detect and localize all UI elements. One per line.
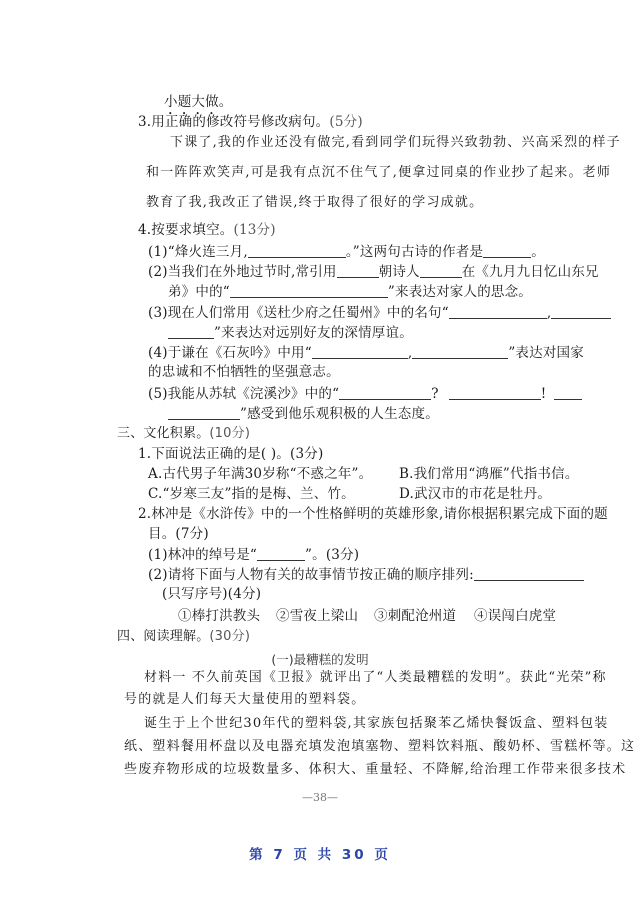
s3-q2-1-nickname-blank[interactable] <box>257 548 305 561</box>
q4-5-blank-1[interactable] <box>339 387 431 400</box>
story-option-4: ④误闯白虎堂 <box>474 608 557 624</box>
passage-para-2-line-3: 些废弃物形成的垃圾数量多、体积大、重量轻、不降解,给治理工作带来很多技术 <box>124 762 627 777</box>
q4-2-line-blank[interactable] <box>230 285 388 298</box>
footer-page-indicator: 第 7 页 共 30 页 <box>249 847 391 863</box>
q3-story-line-2: 和一阵阵欢笑声,可是我有点沉不住气了,便拿过同桌的作业抄了起来。老师 <box>146 165 612 180</box>
q4-5-blank-3a[interactable] <box>554 387 582 400</box>
q4-4-blank-1[interactable] <box>312 346 408 359</box>
q4-5-text-b: ? <box>431 386 439 402</box>
q4-score: (13分) <box>233 222 276 238</box>
story-option-2: ②雪夜上梁山 <box>276 608 359 624</box>
q4-heading-text: 4.按要求填空。 <box>138 222 234 238</box>
q4-5-blank-2[interactable] <box>449 387 541 400</box>
passage-title: (一)最糟糕的发明 <box>271 652 369 667</box>
s3-q1: 1.下面说法正确的是( )。(3分) <box>138 446 324 462</box>
story-option-1: ①棒打洪教头 <box>178 608 261 624</box>
q4-item-2-line-2 <box>168 285 532 300</box>
q4-1-author-blank[interactable] <box>483 245 531 258</box>
s3-q2-1 <box>148 548 359 563</box>
q4-2-text-c: 在《九月九日忆山东兄 <box>461 264 599 280</box>
s3-q2-2-order-blank[interactable] <box>474 568 584 581</box>
s3-q2-line-1: 2.林冲是《水浒传》中的一个性格鲜明的英雄形象,请你根据积累完成下面的题 <box>138 506 608 522</box>
section-3-heading <box>117 427 250 440</box>
s3-q2-1-text-b: ”。(3分) <box>305 547 360 563</box>
s3-q1-option-d[interactable]: D.武汉市的市花是牡丹。 <box>399 486 552 502</box>
section-4-score: (30分) <box>209 629 251 644</box>
q4-item-4-line-2: 的忠诚和不怕牺牲的坚强意志。 <box>148 364 340 380</box>
q4-3-text-c: ”来表达对远别好友的深情厚谊。 <box>214 325 413 341</box>
q4-5-text-c: ! <box>540 386 547 402</box>
book-page-number: —38— <box>302 791 338 804</box>
q4-2-text-d: 弟》中的“ <box>168 284 230 300</box>
q4-2-text-b: 朝诗人 <box>378 264 420 280</box>
s3-q1-option-b[interactable]: B.我们常用“鸿雁”代指书信。 <box>399 466 579 482</box>
q4-4-text-b: , <box>407 345 413 361</box>
passage-para-1-line-2: 号的就是人们每天大量使用的塑料袋。 <box>124 692 366 707</box>
q3-heading-text: 3.用正确的修改符号修改病句。 <box>138 114 330 130</box>
q4-3-blank-2a[interactable] <box>551 306 611 319</box>
s3-q2-1-text-a: (1)林冲的绰号是“ <box>148 547 258 563</box>
q4-2-poet-blank[interactable] <box>420 265 462 278</box>
q4-3-text-a: (3)现在人们常用《送杜少府之任蜀州》中的名句“ <box>148 305 449 321</box>
story-option-3: ③刺配沧州道 <box>374 608 457 624</box>
q4-1-text-b: 。”这两句古诗的作者是 <box>345 244 484 260</box>
s3-q2-2 <box>148 568 584 583</box>
q4-heading <box>138 224 276 238</box>
section-3-score: (10分) <box>209 426 251 441</box>
q4-item-2-line-1 <box>148 265 599 280</box>
section-3-heading-text: 三、文化积累。 <box>117 426 210 441</box>
s3-q2-2-text: (2)请将下面与人物有关的故事情节按正确的顺序排列: <box>148 567 474 583</box>
s3-q1-option-a[interactable]: A.古代男子年满30岁称“不惑之年”。 <box>148 466 373 482</box>
section-4-heading-text: 四、阅读理解。 <box>117 629 210 644</box>
passage-para-2-line-1: 诞生于上个世纪30年代的塑料袋,其家族包括聚苯乙烯快餐饭盒、塑料包装 <box>144 716 609 731</box>
q4-1-text-a: (1)“烽火连三月, <box>148 244 248 260</box>
q4-2-text-a: (2)当我们在外地过节时,常引用 <box>148 264 337 280</box>
q4-1-text-c: 。 <box>531 244 545 260</box>
q3-heading <box>138 116 363 130</box>
q4-4-text-a: (4)于谦在《石灰吟》中用“ <box>148 345 312 361</box>
s3-q1-option-c[interactable]: C.“岁寒三友”指的是梅、兰、竹。 <box>148 486 355 502</box>
intro-fragment: 小题大做。 <box>164 94 233 110</box>
q4-4-text-c: ”表达对国家 <box>508 345 584 361</box>
q4-2-dynasty-blank[interactable] <box>337 265 379 278</box>
q4-item-1 <box>148 245 545 260</box>
q4-5-blank-3b[interactable] <box>168 407 240 420</box>
q4-2-text-e: ”来表达对家人的思念。 <box>387 284 533 300</box>
q4-3-blank-2b[interactable] <box>168 326 214 339</box>
q4-5-text-d: ”感受到他乐观积极的人生态度。 <box>240 406 439 422</box>
q3-story-line-3: 教育了我,我改正了错误,终于取得了很好的学习成就。 <box>146 195 484 210</box>
s3-q2-line-2: 目。(7分) <box>148 526 209 542</box>
q4-3-blank-1[interactable] <box>449 306 547 319</box>
q4-4-blank-2[interactable] <box>412 346 508 359</box>
passage-para-1-line-1: 材料一 不久前英国《卫报》就评出了“人类最糟糕的发明”。获此“光荣”称 <box>144 670 607 685</box>
q3-score: (5分) <box>329 114 363 130</box>
section-4-heading <box>117 630 250 643</box>
q3-story-line-1: 下课了,我的作业还没有做完,看到同学们玩得兴致勃勃、兴高采烈的样子 <box>170 135 621 150</box>
q4-1-blank-line[interactable] <box>248 245 346 258</box>
q4-item-3-line-2 <box>168 326 413 341</box>
q4-item-5-line-2 <box>168 407 439 422</box>
s3-q2-2-note: (只写序号)(4分) <box>162 586 262 602</box>
q4-3-text-b: , <box>546 305 552 321</box>
passage-para-2-line-2: 纸、塑料餐用杯盘以及电器充填发泡填塞物、塑料饮料瓶、酸奶杯、雪糕杯等。这 <box>124 739 636 754</box>
q4-item-3-line-1 <box>148 306 611 321</box>
q4-5-text-a: (5)我能从苏轼《浣溪沙》中的“ <box>148 386 340 402</box>
q4-item-5-line-1 <box>148 387 582 402</box>
q4-item-4-line-1 <box>148 346 584 361</box>
